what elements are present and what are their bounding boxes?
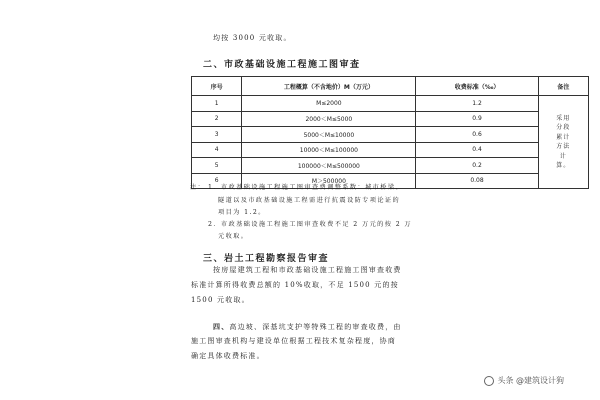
section-3-heading: 三、岩土工程勘察报告审查 — [203, 254, 330, 264]
cell-no: 6 — [192, 173, 242, 189]
cell-no: 1 — [192, 96, 242, 112]
cell-no: 2 — [192, 111, 242, 127]
cell-no: 5 — [192, 158, 242, 174]
header-remark: 备注 — [538, 77, 588, 96]
cell-rate: 0.9 — [416, 111, 538, 127]
cell-rate: 0.6 — [416, 127, 538, 143]
fee-table — [191, 76, 589, 189]
cell-rate: 0.2 — [416, 158, 538, 174]
note-2-line-1: 2．市政基础设施工程施工图审查收费不足 2 万元的按 2 万 — [208, 221, 412, 228]
cell-rate: 1.2 — [416, 96, 538, 112]
section-3-line-2: 标准计算所得收费总额的 10%收取，不足 1500 元的按 — [191, 281, 399, 289]
cell-range: 10000＜M≤100000 — [242, 142, 416, 158]
note-2-line-2: 元收取。 — [218, 233, 249, 240]
notes-label: 注： — [190, 184, 206, 191]
header-range: 工程概算（不含地价）M（万元） — [242, 77, 416, 96]
section-4-line-2: 施工图审查机构与建设单位根据工程技术复杂程度，协商 — [191, 337, 396, 345]
table-row — [192, 158, 589, 174]
section-3-line-1: 按房屋建筑工程和市政基础设施工程施工图审查收费 — [213, 266, 402, 274]
cell-range: M＞500000 — [242, 173, 416, 189]
cell-no: 4 — [192, 142, 242, 158]
cell-rate: 0.4 — [416, 142, 538, 158]
cell-rate: 0.08 — [416, 173, 538, 189]
cell-range: 100000＜M≤500000 — [242, 158, 416, 174]
section-4-line-3: 确定具体收费标准。 — [191, 352, 265, 360]
table-row — [192, 142, 589, 158]
remark-text: 采用分段累计方法计算。 — [556, 114, 571, 169]
section-4-line-1 — [213, 322, 402, 332]
note-1-line-3: 项目为 1.2。 — [218, 209, 266, 216]
continued-text: 均按 3000 元收取。 — [213, 34, 292, 42]
section-3-line-3: 1500 元收取。 — [191, 296, 250, 304]
section-4-lead: 四、 — [213, 322, 230, 331]
table-row — [192, 96, 589, 112]
header-no: 序号 — [192, 77, 242, 96]
section-4-line-1-text: 高边坡、深基坑支护等特殊工程的审查收费，由 — [229, 323, 402, 331]
note-1-line-2: 隧道以及市政基础设施工程需进行抗震设防专项论证的 — [218, 197, 401, 204]
watermark-logo-icon — [484, 376, 494, 386]
note-1-line-1: 1．市政基础设施工程施工图审查费调整系数：城市桥梁、 — [208, 184, 404, 191]
table-row — [192, 111, 589, 127]
table-row — [192, 127, 589, 143]
watermark — [484, 375, 564, 386]
header-rate: 收费标准（‰） — [416, 77, 538, 96]
cell-range: 5000＜M≤10000 — [242, 127, 416, 143]
cell-remark — [538, 96, 588, 189]
cell-range: M≤2000 — [242, 96, 416, 112]
cell-no: 3 — [192, 127, 242, 143]
watermark-text: 头条 @建筑设计狗 — [497, 376, 564, 385]
table-header-row — [192, 77, 589, 96]
cell-range: 2000＜M≤5000 — [242, 111, 416, 127]
section-2-heading: 二、市政基础设施工程施工图审查 — [203, 60, 361, 70]
